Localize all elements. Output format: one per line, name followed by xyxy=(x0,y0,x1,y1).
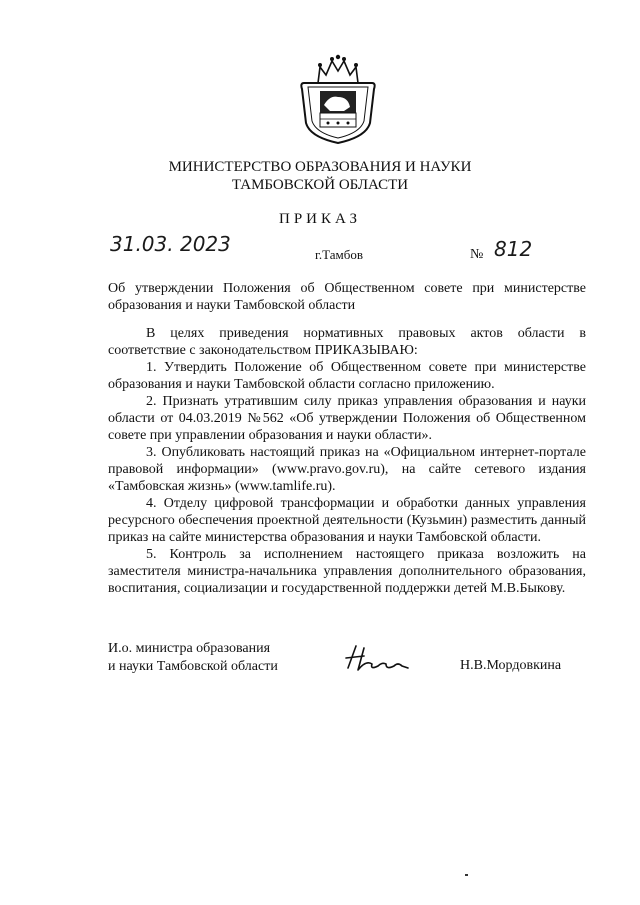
signatory-name: Н.В.Мордовкина xyxy=(460,658,562,673)
order-number-label: № xyxy=(470,247,484,262)
city-label: г.Тамбов xyxy=(315,247,363,262)
order-item-1: 1. Утвердить Положение об Общественном совете при министерстве образования и науки Тамбовской области согласно приложению. xyxy=(108,360,586,392)
signatory-position xyxy=(108,640,278,676)
preamble-paragraph: В целях приведения нормативных правовых актов области в соответствие с законодательством ПРИКАЗЫВАЮ: xyxy=(108,326,586,358)
order-body xyxy=(108,325,586,597)
order-item-4: 4. Отделу цифровой трансформации и обработки данных управления ресурсного обеспечения проектной деятельности (Кузьмин) разместить данный приказ на сайте министерства образования и науки Тамбовской области. xyxy=(108,496,586,545)
order-item-2: 2. Признать утратившим силу приказ управления образования и науки области от 04.03.2019 №562 «Об утверждении Положения об Общественном совете при управлении образования и науки области». xyxy=(108,394,586,443)
subject-text: Об утверждении Положения об Общественном совете при министерстве образования и науки Тамбовской области xyxy=(108,281,586,313)
handwritten-date: 31.03. 2023 xyxy=(110,232,231,256)
handwritten-signature xyxy=(342,642,412,676)
ministry-header xyxy=(0,158,640,194)
page-mark xyxy=(465,874,468,876)
ministry-name-line2: ТАМБОВСКОЙ ОБЛАСТИ xyxy=(231,177,409,193)
coat-of-arms-emblem xyxy=(298,53,378,145)
document-type-title: ПРИКАЗ xyxy=(279,211,361,227)
signatory-position-line1: И.о. министра образования xyxy=(108,641,271,656)
signatory-position-line2: и науки Тамбовской области xyxy=(108,659,278,674)
ministry-name-line1: МИНИСТЕРСТВО ОБРАЗОВАНИЯ И НАУКИ xyxy=(168,159,472,175)
order-subject xyxy=(108,280,586,314)
order-item-3: 3. Опубликовать настоящий приказ на «Официальном интернет-портале правовой информации» (www.pravo.gov.ru), на сайте сетевого издания «Тамбовская жизнь» (www.tamlife.ru). xyxy=(108,445,586,494)
order-item-5: 5. Контроль за исполнением настоящего приказа возложить на заместителя министра-начальника управления дополнительного образования, воспитания, социализации и государственной поддержки детей М.В.Быкову. xyxy=(108,547,586,596)
handwritten-order-number: 812 xyxy=(494,237,533,261)
